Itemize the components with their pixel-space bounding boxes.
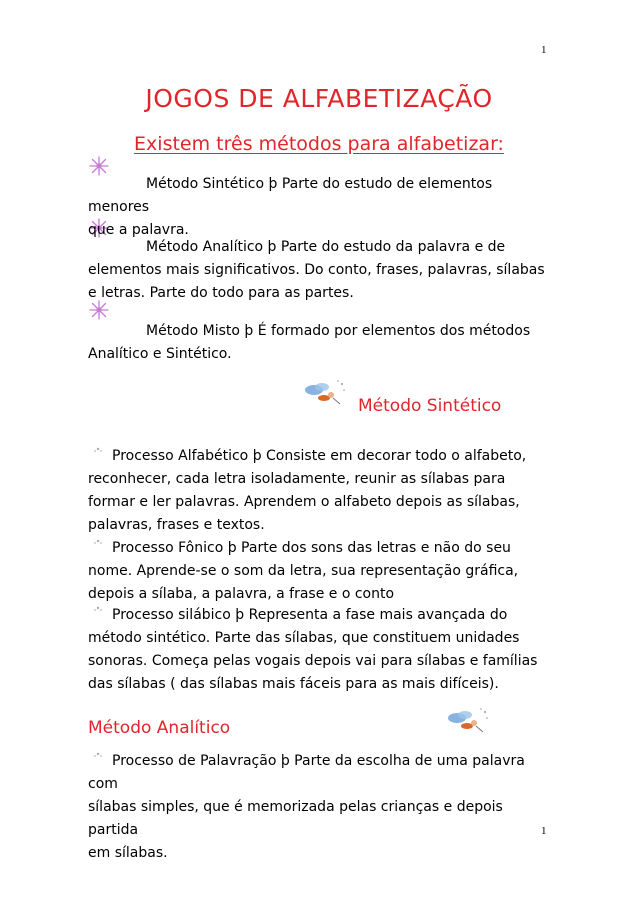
fairy-icon <box>300 378 346 410</box>
small-bullet-icon <box>88 445 112 455</box>
document-title: JOGOS DE ALFABETIZAÇÃO <box>145 84 493 113</box>
heading-metodo-analitico: Método Analítico <box>88 718 231 738</box>
processo-silabico-paragraph: Processo silábico þ Representa a fase mais avançada do método sintético. Parte das sílabas, que constituem unidades sonoras. Começa pelas vogais depois vai para sílabas e famílias das sílabas ( das sílabas mais fáceis para as mais difíceis). <box>88 604 554 696</box>
small-bullet-icon <box>88 537 112 547</box>
heading-metodo-sintetico: Método Sintético <box>358 396 502 416</box>
method-analitico-paragraph: Método Analítico þ Parte do estudo da palavra e de elementos mais significativos. Do conto, frases, palavras, sílabas e letras. Parte do todo para as partes. <box>88 239 545 301</box>
processo-fonico-paragraph: Processo Fônico þ Parte dos sons das letras e não do seu nome. Aprende-se o som da letra, sua representação gráfica, depois a sílaba, a palavra, a frase e o conto <box>88 537 554 606</box>
small-bullet-icon <box>88 604 112 614</box>
small-bullet-icon <box>88 750 112 760</box>
processo-alfabetico-paragraph: Processo Alfabético þ Consiste em decorar todo o alfabeto, reconhecer, cada letra isoladamente, reunir as sílabas para formar e ler palavras. Aprendem o alfabeto depois as sílabas, palavras, frases e textos. <box>88 445 554 537</box>
fairy-icon <box>443 706 489 738</box>
document-subtitle: Existem três métodos para alfabetizar: <box>134 133 504 155</box>
method-sintetico-paragraph: Método Sintético þ Parte do estudo de elementos menores que a palavra. <box>88 176 493 238</box>
page-number-top: 1 <box>541 44 547 56</box>
processo-palavracao-paragraph: Processo de Palavração þ Parte da escolha de uma palavra com sílabas simples, que é memorizada pelas crianças e depois partida em sílabas. <box>88 750 554 865</box>
method-misto-paragraph: Método Misto þ É formado por elementos dos métodos Analítico e Sintético. <box>88 323 531 362</box>
page-number-bottom: 1 <box>541 825 547 837</box>
